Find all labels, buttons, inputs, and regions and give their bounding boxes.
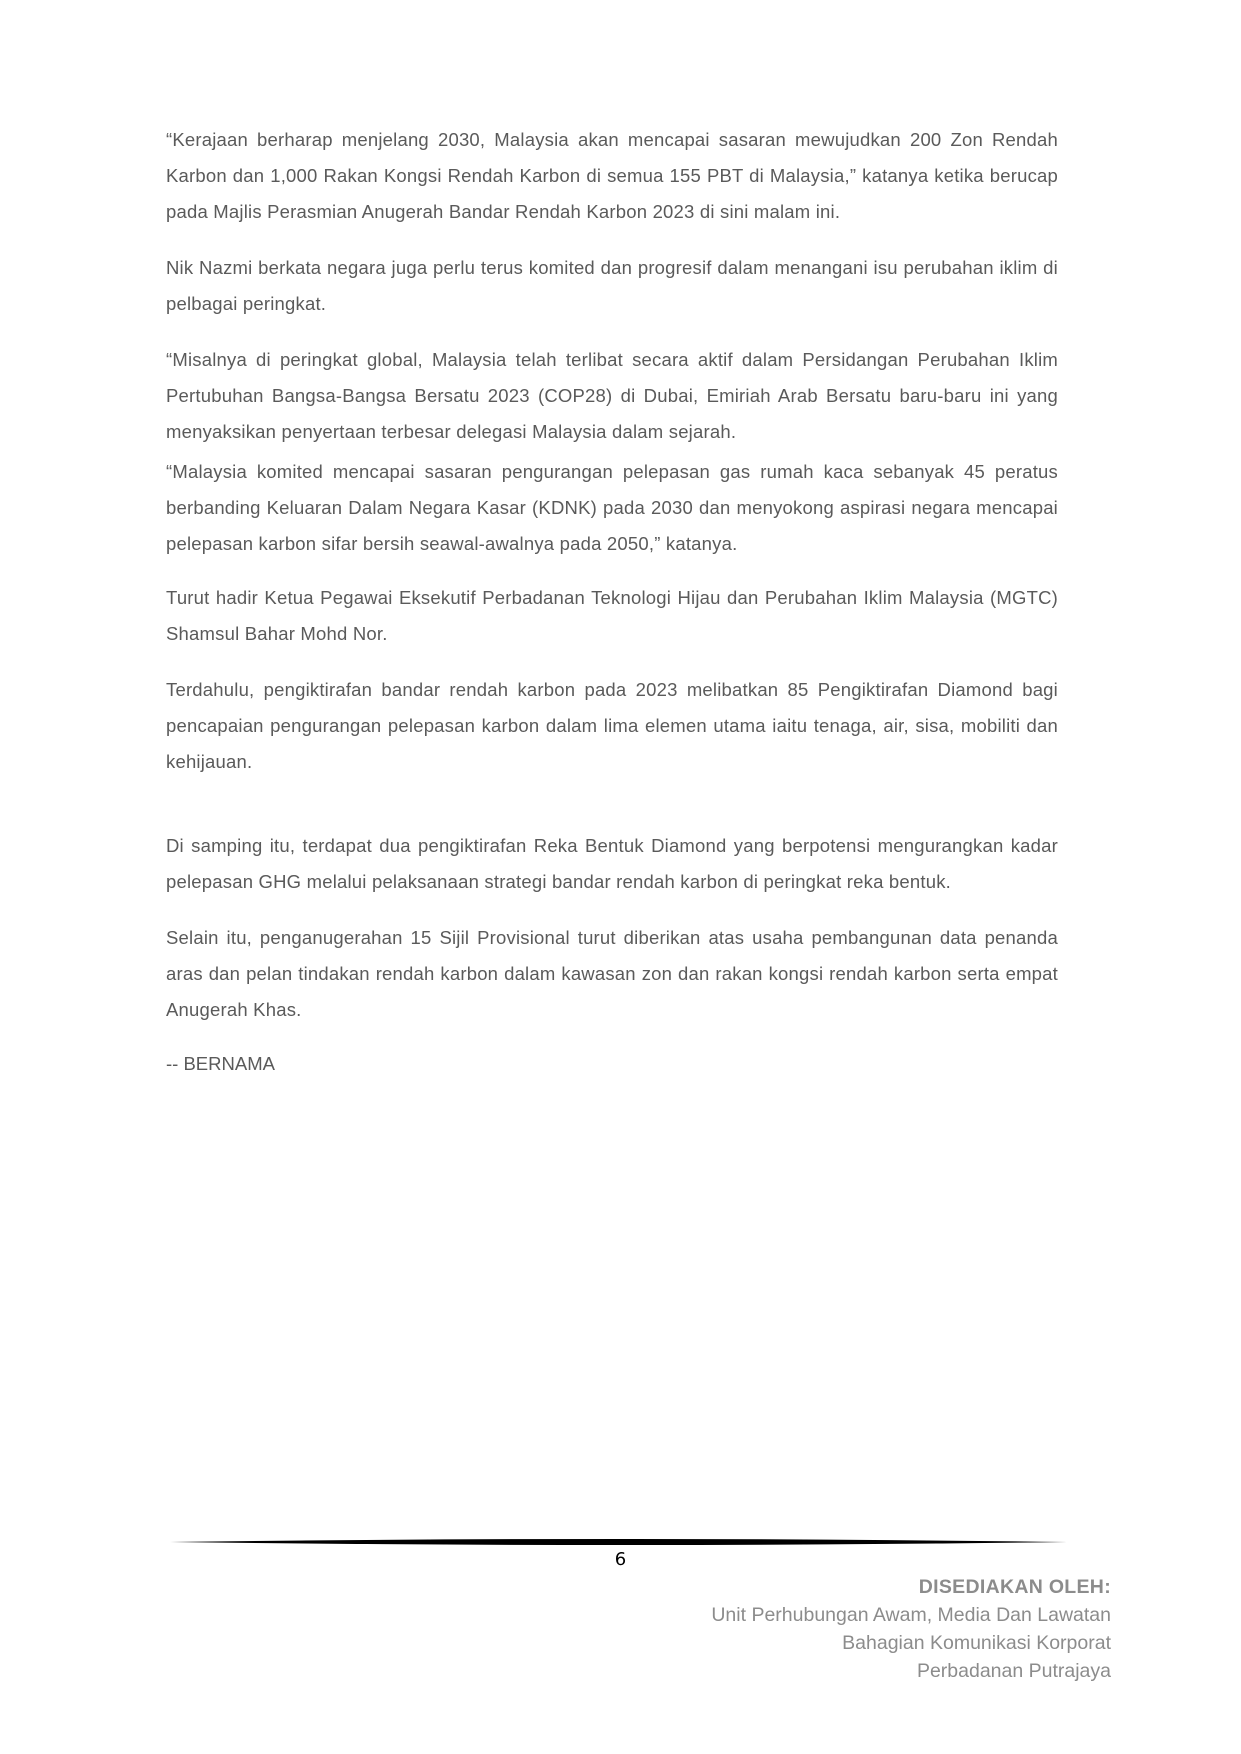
prepared-by-heading: DISEDIAKAN OLEH: [918,1576,1111,1598]
paragraph: “Kerajaan berharap menjelang 2030, Malaysia akan mencapai sasaran mewujudkan 200 Zon Rendah Karbon dan 1,000 Rakan Kongsi Rendah Karbon di semua 155 PBT di Malaysia,” katanya ketika berucap pada Majlis Perasmian Anugerah Bandar Rendah Karbon 2023 di sini malam ini. [166,129,1058,222]
paragraph: “Malaysia komited mencapai sasaran pengurangan pelepasan gas rumah kaca sebanyak 45 peratus berbanding Keluaran Dalam Negara Kasar (KDNK) pada 2030 dan menyokong aspirasi negara mencapai pelepasan karbon sifar bersih seawal-awalnya pada 2050,” katanya. [166,461,1058,554]
page-number: 6 [614,1549,627,1570]
article-body [166,122,1058,1082]
source-credit: -- BERNAMA [166,1053,275,1074]
footer-divider [170,1537,1067,1547]
footer-unit: Unit Perhubungan Awam, Media Dan Lawatan [711,1604,1111,1626]
paragraph: Terdahulu, pengiktirafan bandar rendah karbon pada 2023 melibatkan 85 Pengiktirafan Diamond bagi pencapaian pengurangan pelepasan karbon dalam lima elemen utama iaitu tenaga, air, sisa, mobiliti dan kehijauan. [166,679,1058,772]
paragraph: Nik Nazmi berkata negara juga perlu terus komited dan progresif dalam menangani isu perubahan iklim di pelbagai peringkat. [166,257,1058,314]
paragraph: Selain itu, penganugerahan 15 Sijil Provisional turut diberikan atas usaha pembangunan data penanda aras dan pelan tindakan rendah karbon dalam kawasan zon dan rakan kongsi rendah karbon serta empat Anugerah Khas. [166,927,1058,1020]
paragraph: Turut hadir Ketua Pegawai Eksekutif Perbadanan Teknologi Hijau dan Perubahan Iklim Malaysia (MGTC) Shamsul Bahar Mohd Nor. [166,587,1058,644]
footer-department: Bahagian Komunikasi Korporat [842,1632,1111,1654]
footer-organization: Perbadanan Putrajaya [916,1660,1111,1682]
paragraph: “Misalnya di peringkat global, Malaysia telah terlibat secara aktif dalam Persidangan Perubahan Iklim Pertubuhan Bangsa-Bangsa Bersatu 2023 (COP28) di Dubai, Emiriah Arab Bersatu baru-baru ini yang menyaksikan penyertaan terbesar delegasi Malaysia dalam sejarah. [166,349,1058,442]
paragraph: Di samping itu, terdapat dua pengiktirafan Reka Bentuk Diamond yang berpotensi mengurangkan kadar pelepasan GHG melalui pelaksanaan strategi bandar rendah karbon di peringkat reka bentuk. [166,835,1058,892]
footer-prepared-by [711,1573,1111,1685]
